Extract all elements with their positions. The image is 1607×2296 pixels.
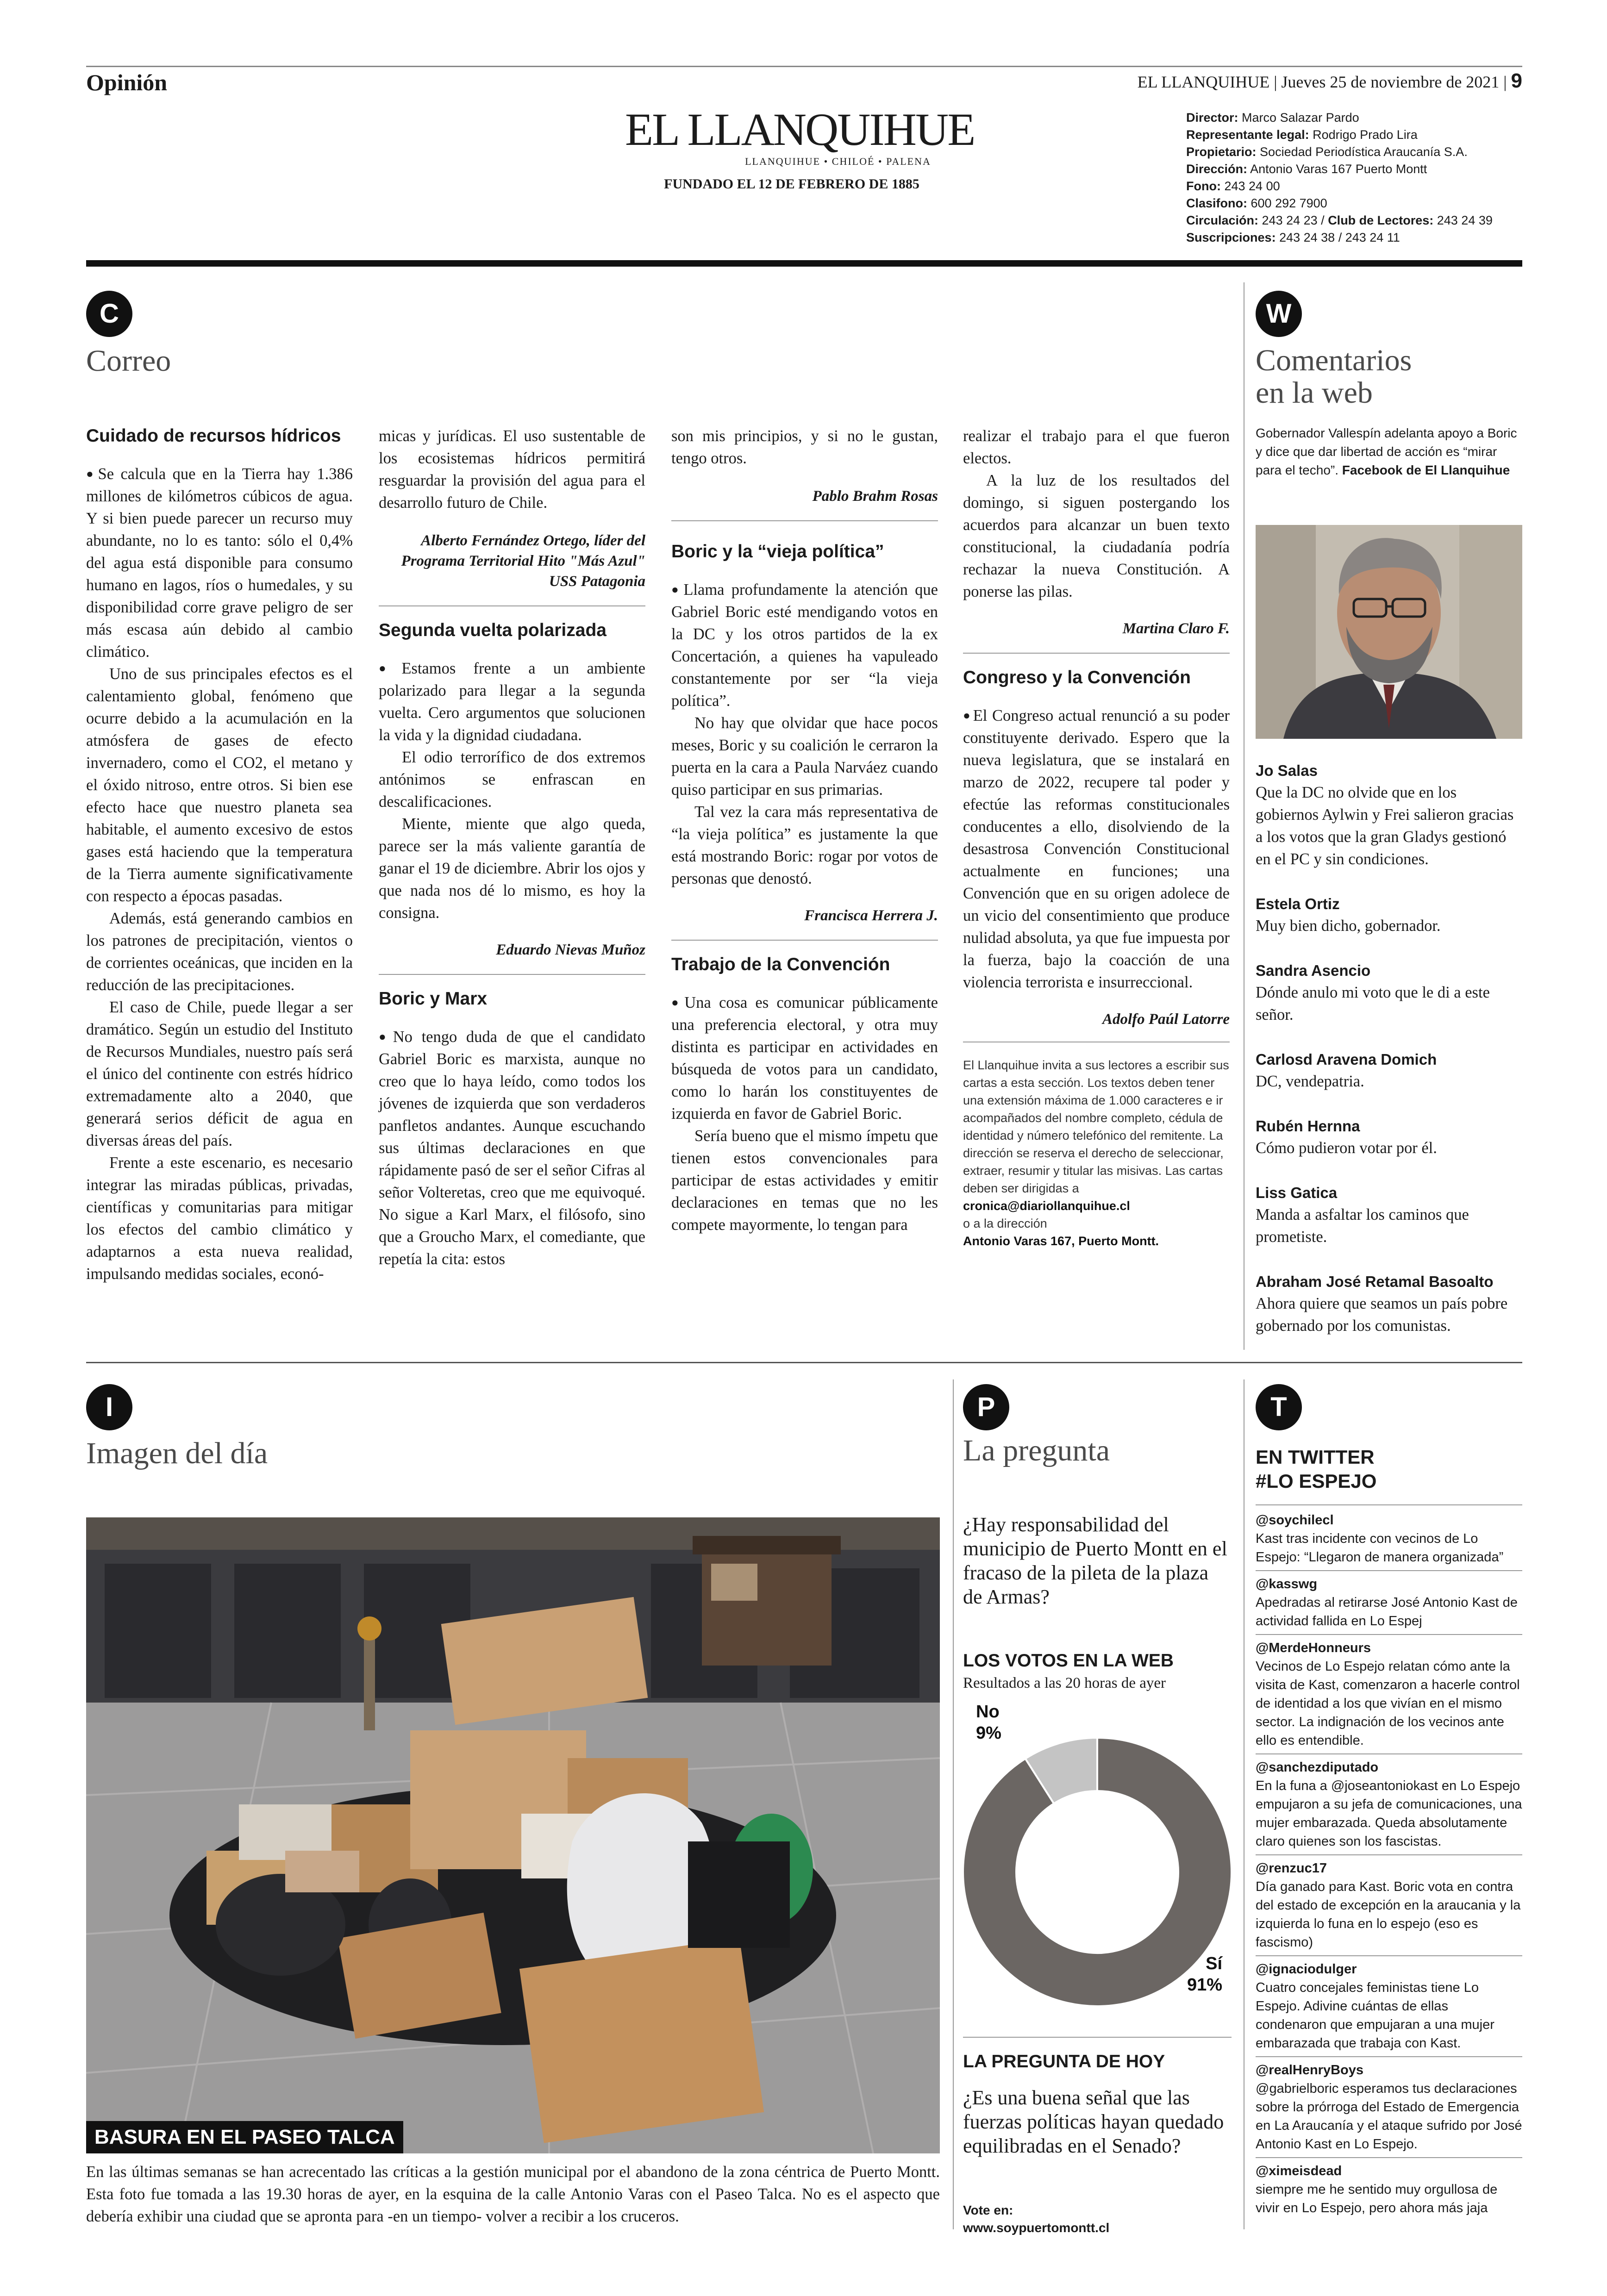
letter-paragraph: ● El Congreso actual renunció a su poder constituyente derivado. Espero que la nueva legislatura, que se instalará en marzo de 2022, recupere tal poder y efectúe las reformas constitucionales conducentes a ello, disolviendo de la desastrosa Convención Constitucional actualmente en funciones; una Convención que en su origen adolece de un vicio del consentimiento que produce nulidad absoluta, ya que fue impuesta por la fuerza, bajo la coacción de una violencia terrorista e insurreccional. <box>963 705 1230 993</box>
staff-owner: Propietario: Sociedad Periodística Araucanía S.A. <box>1186 145 1468 159</box>
letter-paragraph: A la luz de los resultados del domingo, si siguen postergando los acuerdos para alcanzar un buen texto constitucional, la ciudadanía podría rechazar la nueva Constitución. A ponerse las pilas. <box>963 472 1230 600</box>
tweet <box>1256 2061 1522 2158</box>
correo-column-1 <box>86 425 353 1285</box>
staff-director: Director: Marco Salazar Pardo <box>1186 111 1359 125</box>
letter-paragraph: micas y jurídicas. El uso sustentable de los ecosistemas hídricos permitirá resguardar la provisión del agua para el desarrollo futuro de Chile. <box>379 427 645 512</box>
tweet <box>1256 1859 1522 1956</box>
twitter-badge: T <box>1256 1384 1302 1430</box>
staff-classifieds: Clasifono: 600 292 7900 <box>1186 196 1327 210</box>
letter-paragraph: No hay que olvidar que hace pocos meses, Boric y su coalición le cerraron la puerta en la cara a Paula Narváez cuando quiso participar en sus primarias. <box>671 714 938 799</box>
letter-title: Boric y Marx <box>379 989 488 1009</box>
comment-author: Carlosd Aravena Domich <box>1256 1051 1437 1068</box>
notice-email[interactable]: cronica@diariollanquihue.cl <box>963 1199 1130 1213</box>
votes-title: LOS VOTOS EN LA WEB <box>963 1651 1174 1671</box>
comment <box>1256 760 1522 870</box>
trash-scene-illustration <box>86 1517 940 2153</box>
staff-phone: Fono: 243 24 00 <box>1186 179 1280 193</box>
label-no: No 9% <box>976 1702 1001 1743</box>
letter-signature: Eduardo Nievas Muñoz <box>496 942 645 958</box>
label-si: Sí 91% <box>1187 1954 1222 1995</box>
letter-paragraph: ● Una cosa es comunicar públicamente una preferencia electoral, y otra muy distinta es participar en actividades en búsqueda de votos para un candidato, como lo harán los constituyentes de izquierda en favor de Gabriel Boric. <box>671 992 938 1125</box>
notice-or: o a la dirección <box>963 1217 1047 1230</box>
date-line <box>1138 69 1522 94</box>
notice-address: Antonio Varas 167, Puerto Montt. <box>963 1234 1159 1248</box>
tweet-text: Kast tras incidente con vecinos de Lo Espejo: “Llegaron de manera organizada” <box>1256 1529 1522 1571</box>
pregunta-badge: P <box>963 1384 1009 1430</box>
vote-link[interactable]: www.soypuertomontt.cl <box>963 2221 1110 2235</box>
staff-circulation: Circulación: 243 24 23 / Club de Lectores: 243 24 39 <box>1186 213 1493 227</box>
letter-paragraph: El odio terrorífico de dos extremos antónimos se enfrascan en descalificaciones. <box>379 749 645 811</box>
notice-text: El Llanquihue invita a sus lectores a escribir sus cartas a esta sección. Los textos deben tener una extensión máxima de 1.000 caracteres e ir acompañados del nombre completo, cédula de identidad y número telefónico del remitente. La dirección se reserva el derecho de seleccionar, extraer, resumir y titular las misivas. Las cartas deben ser dirigidas a <box>963 1058 1229 1195</box>
letter-signature: Alberto Fernández Ortego, líder del Programa Territorial Hito "Más Azul" USS Patagonia <box>401 532 645 590</box>
date-text: EL LLANQUIHUE | Jueves 25 de noviembre de 2021 | <box>1137 73 1507 91</box>
founded-line: FUNDADO EL 12 DE FEBRERO DE 1885 <box>664 176 919 192</box>
comment-author: Sandra Asencio <box>1256 962 1371 979</box>
staff-subscriptions: Suscripciones: 243 24 38 / 243 24 11 <box>1186 231 1400 244</box>
web-title-line2: en la web <box>1256 376 1373 410</box>
staff-box <box>1186 109 1519 246</box>
twitter-title <box>1256 1445 1376 1493</box>
letter-paragraph: Además, está generando cambios en los patrones de precipitación, vientos o de corrientes oceánicas, que inciden en la reducción de las precipitaciones. <box>86 910 353 994</box>
tweet-text: @gabrielboric esperamos tus declaraciones sobre la prórroga del Estado de Emergencia en La Araucanía y el ataque sufrido por José Antonio Kast en Lo Espejo. <box>1256 2079 1522 2158</box>
imagen-badge: I <box>86 1384 132 1430</box>
web-title <box>1256 344 1412 409</box>
comment-author: Abraham José Retamal Basoalto <box>1256 1273 1494 1290</box>
twitter-title-line1: EN TWITTER <box>1256 1446 1375 1468</box>
comment-text: Muy bien dicho, gobernador. <box>1256 917 1441 935</box>
comment-text: Cómo pudieron votar por él. <box>1256 1139 1437 1157</box>
staff-address: Dirección: Antonio Varas 167 Puerto Montt <box>1186 162 1427 176</box>
masthead-subtitle: LLANQUIHUE • CHILOÉ • PALENA <box>745 156 931 167</box>
tweet-handle[interactable]: @ximeisdead <box>1256 2164 1342 2178</box>
letter-paragraph: son mis principios, y si no le gustan, tengo otros. <box>671 427 938 467</box>
tweet-handle[interactable]: @sanchezdiputado <box>1256 1760 1379 1775</box>
pregunta-question: ¿Hay responsabilidad del municipio de Puerto Montt en el fracaso de la pileta de la plaza de Armas? <box>963 1513 1227 1608</box>
tweet-list <box>1256 1511 1522 2225</box>
section-title: Opinión <box>86 69 168 95</box>
vote-box <box>963 2202 1109 2237</box>
correo-badge: C <box>86 291 132 337</box>
portrait-illustration <box>1256 525 1522 739</box>
staff-legal: Representante legal: Rodrigo Prado Lira <box>1186 128 1418 142</box>
tweet <box>1256 1960 1522 2057</box>
comment-text: Que la DC no olvide que en los gobiernos Aylwin y Frei salieron gracias a los votos que la gran Gladys gestionó en el PC y sin condiciones. <box>1256 784 1514 868</box>
comment-author: Jo Salas <box>1256 762 1318 779</box>
tweet-handle[interactable]: @renzuc17 <box>1256 1861 1327 1876</box>
tweet-handle[interactable]: @MerdeHonneurs <box>1256 1641 1371 1655</box>
letter-title: Segunda vuelta polarizada <box>379 620 607 640</box>
tweet <box>1256 1575 1522 1635</box>
comment <box>1256 960 1522 1026</box>
letters-notice <box>963 1056 1230 1250</box>
web-intro-source: Facebook de El Llanquihue <box>1342 463 1510 477</box>
tweet-handle[interactable]: @kasswg <box>1256 1577 1318 1591</box>
pregunta-title: La pregunta <box>963 1434 1110 1467</box>
letter-title: Trabajo de la Convención <box>671 955 890 974</box>
letter-paragraph: realizar el trabajo para el que fueron electos. <box>963 427 1230 467</box>
comment <box>1256 1049 1522 1092</box>
letter-paragraph: Tal vez la cara más representativa de “la vieja política” es justamente la que está mostrando Boric: rogar por votos de personas que denostó. <box>671 803 938 887</box>
tweet-text: Cuatro concejales feministas tiene Lo Espejo. Adivine cuántas de ellas condenaron que empujaran a una mujer embarazada que trabaja con Kast. <box>1256 1978 1522 2057</box>
tweet <box>1256 1758 1522 1855</box>
comment <box>1256 893 1522 937</box>
tweet-handle[interactable]: @realHenryBoys <box>1256 2063 1363 2078</box>
letter-signature: Martina Claro F. <box>1122 620 1230 637</box>
masthead <box>625 104 975 194</box>
letter-paragraph: Frente a este escenario, es necesario integrar las miradas públicas, privadas, científicas y comunitarias para mitigar los efectos del cambio climático y adaptarnos a esta nueva realidad, impulsando medidas sociales, econó- <box>86 1154 353 1283</box>
web-title-line1: Comentarios <box>1256 343 1412 377</box>
letter-title: Boric y la “vieja política” <box>671 542 884 562</box>
tweet-text: siempre me he sentido muy orgullosa de vivir en Lo Espejo, pero ahora más jaja <box>1256 2182 1498 2215</box>
vote-label: Vote en: <box>963 2203 1013 2217</box>
web-comments <box>1256 760 1522 1360</box>
letter-signature: Francisca Herrera J. <box>804 907 938 924</box>
tweet-handle[interactable]: @ignaciodulger <box>1256 1962 1357 1977</box>
comment <box>1256 1271 1522 1337</box>
letter-paragraph: ● Estamos frente a un ambiente polarizado para llegar a la segunda vuelta. Cero argumentos que solucionen la vida y la dignidad ciudadana. <box>379 657 645 746</box>
portrait-photo <box>1256 525 1522 739</box>
comment-author: Liss Gatica <box>1256 1184 1338 1201</box>
tweet-text: Vecinos de Lo Espejo relatan cómo ante la visita de Kast, comenzaron a hacerle control de identidad a los que vivían en el mismo sector. La indignación de los vecinos ante ello es entendible. <box>1256 1657 1522 1754</box>
web-intro <box>1256 424 1522 480</box>
votes-subtitle: Resultados a las 20 horas de ayer <box>963 1675 1166 1691</box>
today-question: ¿Es una buena señal que las fuerzas políticas hayan quedado equilibradas en el Senado? <box>963 2086 1224 2157</box>
letter-paragraph: Uno de sus principales efectos es el calentamiento global, fenómeno que ocurre debido a la acumulación en la atmósfera de gases de efecto invernadero, como el CO2, el metano y el óxido nitroso, entre otros. Si bien ese efecto hace que nuestro planeta sea habitable, el aumento excesivo de estos gases está haciendo que la temperatura de la Tierra aumente significativamente con respecto a épocas pasadas. <box>86 665 353 905</box>
letter-paragraph: Sería bueno que el mismo ímpetu que tienen estos convencionales para participar de estas actividades y emitir declaraciones en temas que no les compete mayormente, lo tengan para <box>671 1127 938 1234</box>
web-badge: W <box>1256 291 1302 337</box>
imagen-title: Imagen del día <box>86 1436 268 1470</box>
comment-author: Rubén Hernna <box>1256 1117 1360 1135</box>
today-title: LA PREGUNTA DE HOY <box>963 2052 1165 2071</box>
tweet <box>1256 1511 1522 1571</box>
tweet-text: Apedradas al retirarse José Antonio Kast de actividad fallida en Lo Espej <box>1256 1593 1522 1635</box>
correo-column-2 <box>379 425 645 1270</box>
letter-signature: Adolfo Paúl Latorre <box>1102 1011 1230 1028</box>
tweet-text: Día ganado para Kast. Boric vota en contra del estado de excepción en la araucania y la izquierda lo funa en lo espejo (eso es fascismo) <box>1256 1878 1522 1956</box>
page-number: 9 <box>1511 69 1522 92</box>
letter-paragraph: El caso de Chile, puede llegar a ser dramático. Según un estudio del Instituto de Recursos Mundiales, nuestro país será el único del continente con estrés hídrico extremadamente alto a 2040, que generará serios déficit de agua en diversas áreas del país. <box>86 998 353 1149</box>
comment-text: Manda a asfaltar los caminos que prometiste. <box>1256 1206 1469 1246</box>
slice-si <box>963 1738 1232 2006</box>
twitter-title-line2: #LO ESPEJO <box>1256 1470 1377 1492</box>
header-divider <box>86 260 1522 267</box>
mid-divider <box>86 1362 1522 1363</box>
comment-text: DC, vendepatria. <box>1256 1073 1364 1090</box>
comment-text: Ahora quiere que seamos un país pobre gobernado por los comunistas. <box>1256 1295 1508 1335</box>
tweet-text: En la funa a @joseantoniokast en Lo Espejo empujaron a su jefa de comunicaciones, una mujer embarazada. Queda absolutamente claro quienes son los fascistas. <box>1256 1777 1522 1855</box>
letter-title: Cuidado de recursos hídricos <box>86 426 341 446</box>
comment <box>1256 1182 1522 1248</box>
correo-column-4 <box>963 425 1230 1250</box>
web-intro-text: Gobernador Vallespín adelanta apoyo a Boric y dice que dar libertad de acción es “mirar para el techo”. <box>1256 426 1517 477</box>
correo-title: Correo <box>86 344 171 378</box>
letter-paragraph: ● Llama profundamente la atención que Gabriel Boric esté mendigando votos en la DC y los otros partidos de la ex Concertación, a quienes ha vapuleado constantemente por ser “la vieja política”. <box>671 579 938 712</box>
pregunta-divider <box>953 1379 954 2229</box>
tweet-handle[interactable]: @soychilecl <box>1256 1513 1334 1528</box>
letter-paragraph: Miente, miente que algo queda, parece ser la más valiente garantía de ganar el 19 de diciembre. Abrir los ojos y que nada nos dé lo mismo, es hoy la consigna. <box>379 815 645 922</box>
photo-caption: En las últimas semanas se han acrecentado las críticas a la gestión municipal por el abandono de la zona céntrica de Puerto Montt. Esta foto fue tomada a las 19.30 horas de ayer, en la esquina de la calle Antonio Varas con el Paseo Talca. No es el aspecto que debería exhibir una ciudad que se apronta para -en un tiempo- volver a recibir a los cruceros. <box>86 2163 940 2225</box>
tweet <box>1256 2162 1522 2221</box>
comment-text: Dónde anulo mi voto que le di a este señor. <box>1256 984 1490 1023</box>
tweet <box>1256 1639 1522 1754</box>
votes-donut-chart <box>963 1696 1236 2020</box>
news-photo <box>86 1517 940 2153</box>
masthead-title: EL LLANQUIHUE <box>625 104 975 155</box>
letter-signature: Pablo Brahm Rosas <box>812 488 938 505</box>
correo-column-3 <box>671 425 938 1236</box>
comment <box>1256 1116 1522 1159</box>
letter-paragraph: ● Se calcula que en la Tierra hay 1.386 millones de kilómetros cúbicos de agua. Y si bien puede parecer un recurso muy abundante, no lo es tanto: sólo el 0,4% del agua está disponible para consumo humano en lagos, ríos o humedales, y su disponibilidad corre grave peligro de ser más escasa aún debido al cambio climático. <box>86 463 353 663</box>
photo-label: BASURA EN EL PASEO TALCA <box>86 2121 403 2153</box>
comment-author: Estela Ortiz <box>1256 895 1340 912</box>
letter-title: Congreso y la Convención <box>963 668 1191 687</box>
letter-paragraph: ● No tengo duda de que el candidato Gabriel Boric es marxista, aunque no creo que lo haya leído, como todos los jóvenes de izquierda que son verdaderos panfletos andantes. Aunque escuchando sus últimas declaraciones en que rápidamente pasó de ser el señor Cifras al señor Volteretas, creo que me equivoqué. No sigue a Karl Marx, el filósofo, sino que a Groucho Marx, el comediante, que repetía la cita: estos <box>379 1026 645 1270</box>
